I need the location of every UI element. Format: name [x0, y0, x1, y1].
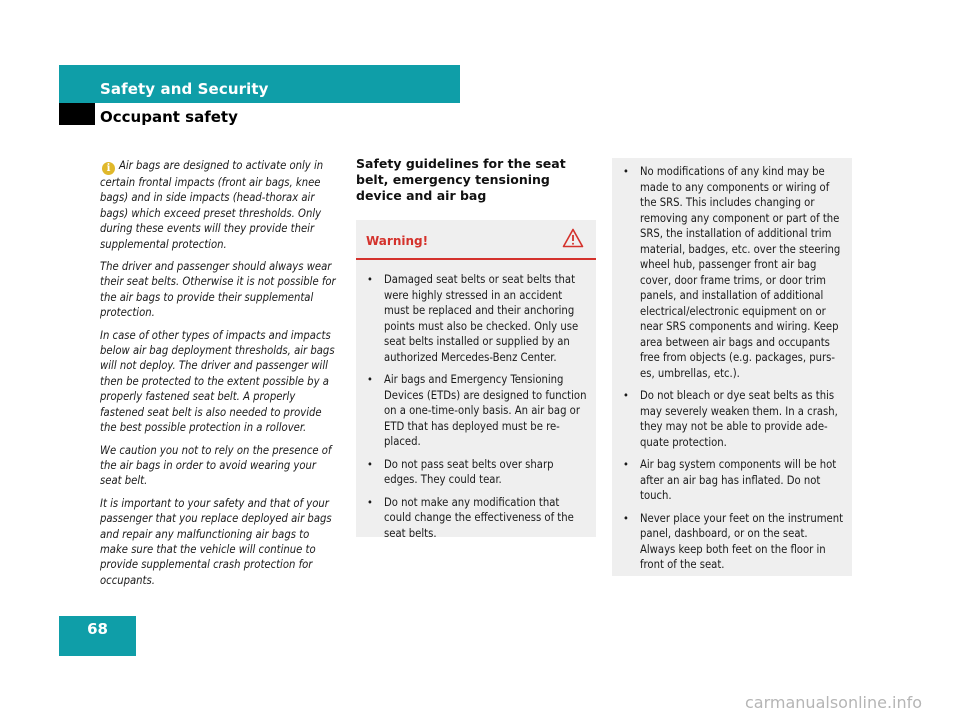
info-paragraph: In case of other types of impacts and impacts below air bag deployment thresholds, air bags will not deploy. The driver and passenger will then be protected to the extent possible by a properly fastened seat belt. A properly fastened seat belt is also needed to provide the best possible protection in a rollover. [100, 328, 335, 435]
warning-item: • Do not bleach or dye seat belts as this may severely weaken them. In a crash, they may not be able to provide ade-quate protection. [623, 389, 838, 449]
warning-item: • Air bags and Emergency Tensioning Devices (ETDs) are designed to function on a one-time-only basis. An air bag or ETD that has deployed must be re-placed. [367, 373, 587, 448]
info-paragraph: It is important to your safety and that of your passenger that you replace deployed air bags and repair any malfunctioning air bags to make sure that the vehicle will continue to provide supplemental crash protection for occupants. [100, 496, 332, 587]
warning-box [356, 220, 596, 540]
info-note-column [100, 158, 340, 595]
warning-item: • No modifications of any kind may be made to any components or wiring of the SRS. This includes changing or removing any component or part of the SRS, the installation of additional trim material, badges, etc. over the steering wheel hub, passenger front air bag cover, door frame trims, or door trim panels, and installation of additional electrical/electronic equipment on or near SRS components and wiring. Keep area between air bags and occupants free from objects (e.g. packages, purs-es, umbrellas, etc.). [623, 165, 841, 380]
info-paragraph: The driver and passenger should always wear their seat belts. Otherwise it is not possible for the air bags to provide their supplemental protection. [100, 260, 336, 320]
page-number: 68 [87, 620, 108, 638]
watermark: carmanualsonline.info [745, 693, 923, 712]
section-marker-tab [59, 103, 95, 125]
warning-continued-box [612, 158, 852, 576]
info-paragraph: We caution you not to rely on the presence of the air bags in order to avoid wearing your seat belt. [100, 443, 332, 488]
warning-item: • Do not pass seat belts over sharp edges. They could tear. [367, 457, 554, 486]
section-title: Safety and Security [100, 80, 269, 98]
warning-list [356, 266, 596, 541]
page-number-box [59, 616, 136, 656]
info-paragraph: i Air bags are designed to activate only in certain frontal impacts (front air bags, knee bags) and in side impacts (head-thorax air bags) which exceed preset thresholds. Only during these events will they provide their supplemental protection. [100, 159, 324, 251]
info-icon: i [102, 162, 115, 175]
guidelines-heading: Safety guidelines for the seat belt, emergency tensioning device and air bag [356, 156, 566, 203]
warning-item: • Damaged seat belts or seat belts that were highly stressed in an accident must be replaced and their anchoring points must also be checked. Only use seat belts installed or supplied by an authorized Mercedes-Benz Center. [367, 273, 579, 364]
warning-item: • Never place your feet on the instrument panel, dashboard, or on the seat. Always keep both feet on the floor in front of the seat. [623, 511, 844, 571]
warning-header [356, 220, 596, 260]
subsection-title: Occupant safety [100, 108, 238, 126]
warning-item: • Air bag system components will be hot after an air bag has inflated. Do not touch. [623, 458, 837, 502]
warning-item: • Do not make any modification that could change the effectiveness of the seat belts. [367, 495, 574, 540]
warning-continued-list [612, 158, 852, 573]
warning-title: Warning! [366, 234, 429, 248]
warning-triangle-icon [562, 228, 584, 252]
